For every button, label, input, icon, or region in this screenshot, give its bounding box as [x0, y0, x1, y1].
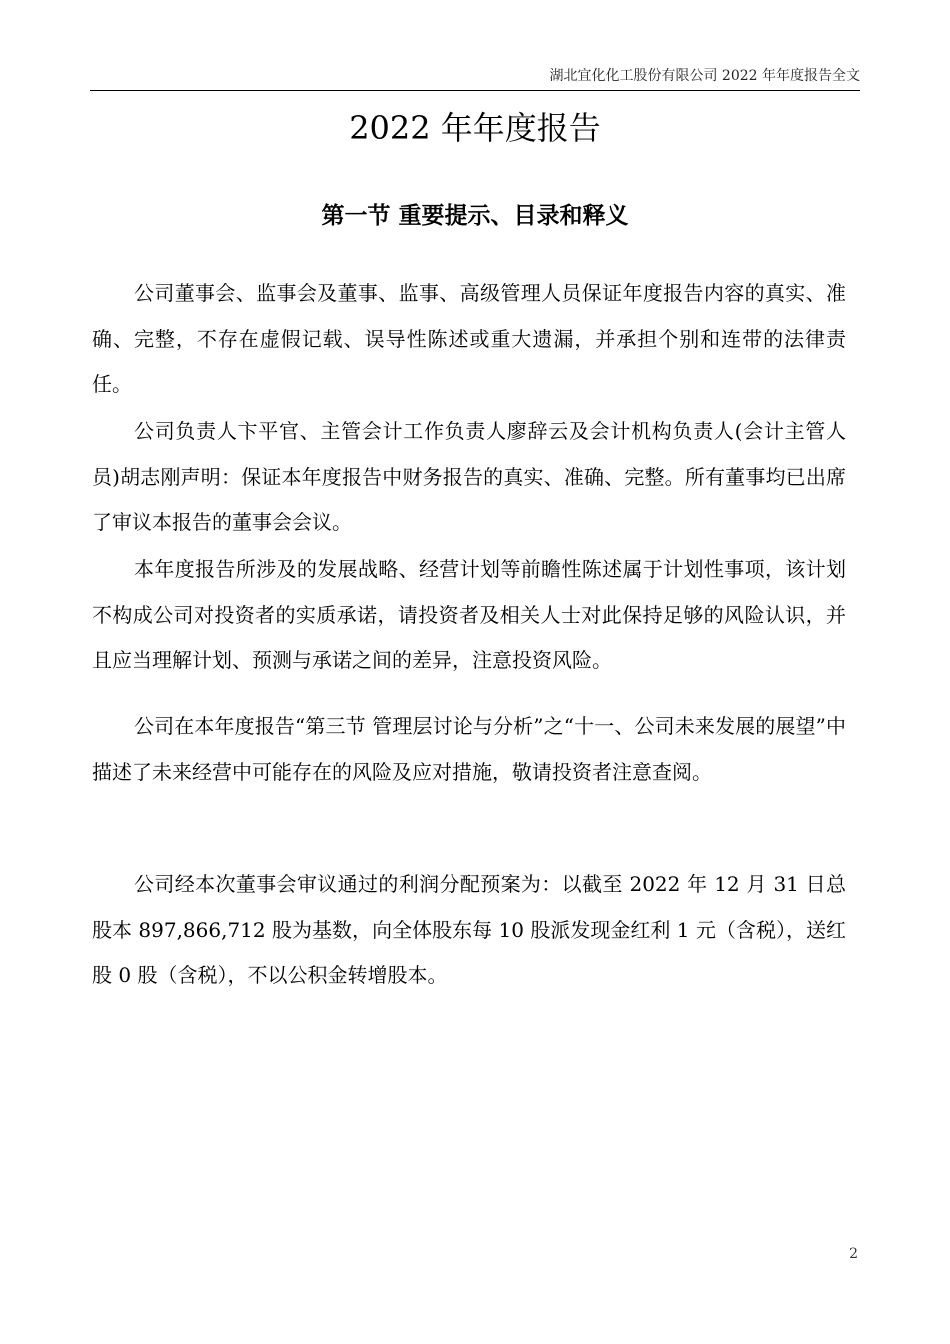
header-company-report-title: 湖北宜化化工股份有限公司 2022 年年度报告全文: [549, 68, 860, 84]
paragraph-executive-declaration: 公司负责人卞平官、主管会计工作负责人廖辞云及会计机构负责人(会计主管人员)胡志刚声明：保证本年度报告中财务报告的真实、准确、完整。所有董事均已出席了审议本报告的董事会会议。: [92, 419, 846, 534]
page-number: 2: [849, 1246, 858, 1262]
paragraph-risk-reference: 公司在本年度报告“第三节 管理层讨论与分析”之“十一、公司未来发展的展望”中描述了未来经营中可能存在的风险及应对措施，敬请投资者注意查阅。: [92, 714, 846, 784]
paragraph-forward-looking-disclaimer: 本年度报告所涉及的发展战略、经营计划等前瞻性陈述属于计划性事项，该计划不构成公司对投资者的实质承诺，请投资者及相关人士对此保持足够的风险认识，并且应当理解计划、预测与承诺之间的差异，注意投资风险。: [92, 557, 846, 672]
document-title: 2022 年年度报告: [349, 109, 601, 147]
paragraph-responsibility-statement: 公司董事会、监事会及董事、监事、高级管理人员保证年度报告内容的真实、准确、完整，不存在虚假记载、误导性陈述或重大遗漏，并承担个别和连带的法律责任。: [92, 281, 846, 396]
paragraph-profit-distribution: 公司经本次董事会审议通过的利润分配预案为：以截至 2022 年 12 月 31 日总股本 897,866,712 股为基数，向全体股东每 10 股派发现金红利 1 元（含税），送红股 0 股（含税），不以公积金转增股本。: [92, 872, 846, 987]
page-header: [90, 62, 860, 91]
section-title: 第一节 重要提示、目录和释义: [321, 202, 629, 229]
